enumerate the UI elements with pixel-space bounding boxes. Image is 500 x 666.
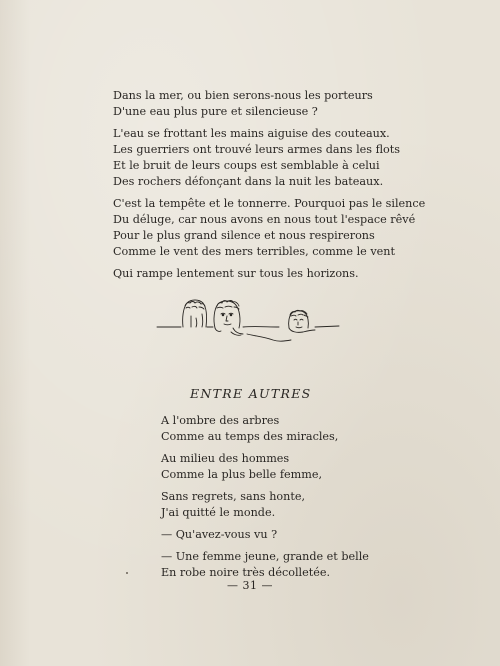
poem-line: A l'ombre des arbres <box>161 414 280 427</box>
poem-entre-autres <box>161 413 401 587</box>
stanza <box>113 88 413 120</box>
poem-line: L'eau se frottant les mains aiguise des couteaux. <box>113 127 390 140</box>
stanza <box>113 266 413 282</box>
poem-line: Dans la mer, ou bien serons-nous les porteurs <box>113 89 373 102</box>
poem-line: Des rochers défonçant dans la nuit les bateaux. <box>113 175 384 188</box>
poem-line: J'ai quitté le monde. <box>161 506 276 519</box>
poem-line: Les guerriers ont trouvé leurs armes dans les flots <box>113 143 401 156</box>
poem-line: Sans regrets, sans honte, <box>161 490 306 503</box>
poem-line: C'est la tempête et le tonnerre. Pourquoi pas le silence <box>113 197 426 210</box>
poem-line: — Une femme jeune, grande et belle <box>161 550 369 563</box>
poem-line: Du déluge, car nous avons en nous tout l'espace rêvé <box>113 213 416 226</box>
section-title: ENTRE AUTRES <box>190 386 312 401</box>
poem-line: Qui rampe lentement sur tous les horizons. <box>113 267 359 280</box>
poem-line: Et le bruit de leurs coups est semblable à celui <box>113 159 380 172</box>
ink-speck <box>126 572 128 574</box>
poem-line: — Qu'avez-vous vu ? <box>161 528 278 541</box>
drawing-of-figures-in-water-icon <box>155 294 345 346</box>
poem-line: Comme la plus belle femme, <box>161 468 323 481</box>
stanza <box>161 489 401 521</box>
stanza <box>161 413 401 445</box>
poem-line: Comme le vent des mers terribles, comme le vent <box>113 245 395 258</box>
poem-line: D'une eau plus pure et silencieuse ? <box>113 105 318 118</box>
poem-continuation <box>113 88 426 288</box>
stanza <box>113 196 426 260</box>
stanza <box>161 549 401 581</box>
page-number: — 31 — <box>227 579 273 592</box>
poem-line: En robe noire très décolletée. <box>161 566 331 579</box>
poem-line: Au milieu des hommes <box>161 452 290 465</box>
poem-line: Pour le plus grand silence et nous respirerons <box>113 229 375 242</box>
stanza <box>161 527 401 543</box>
stanza <box>113 126 413 190</box>
poem-line: Comme au temps des miracles, <box>161 430 339 443</box>
stanza <box>161 451 401 483</box>
